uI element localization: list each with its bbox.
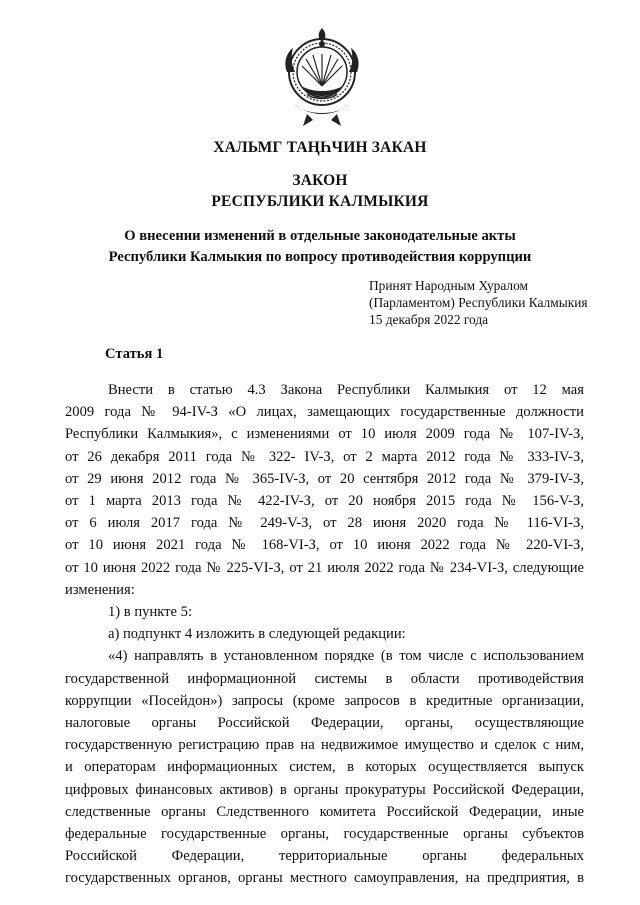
text-line: Российской Федерации, территориальные органы федеральных (65, 848, 584, 865)
kalmykia-coat-of-arms-icon (277, 24, 367, 130)
text-line: цифровых финансовых активов) в органы прокуратуры Российской Федерации, (65, 781, 584, 798)
text-line: Внести в статью 4.3 Закона Республики Калмыкия от 12 мая (108, 382, 584, 398)
text-line: от 1 марта 2013 года № 422-IV-З, от 20 ноября 2015 года № 156-V-З, (65, 493, 584, 510)
text-line: 2009 года № 94-IV-З «О лицах, замещающих государственные должности (65, 404, 584, 421)
text-line: налоговые органы Российской Федерации, органы, осуществляющие (65, 715, 584, 732)
subject-line-2: Республики Калмыкия по вопросу противодействия коррупции (108, 249, 532, 265)
text-line: государственных органов, органы местного самоуправления, на предприятия, в (65, 870, 584, 887)
subject-line-1: О внесении изменений в отдельные законодательные акты (124, 228, 516, 244)
republic-name: РЕСПУБЛИКИ КАЛМЫКИЯ (211, 193, 429, 210)
article-title: Статья 1 (105, 346, 164, 362)
text-line: от 26 декабря 2011 года № 322- IV-З, от 2 марта 2012 года № 333-IV-З, (65, 448, 584, 465)
text-line: федеральные государственные органы, государственные органы субъектов (65, 826, 584, 843)
text-line: изменения: (65, 581, 135, 598)
text-line: государственной информационной системы в области противодействия (65, 670, 584, 687)
article-body (65, 379, 584, 890)
adoption-date: 15 декабря 2022 года (369, 312, 489, 327)
text-line: от 10 июня 2021 года № 168-VI-З, от 10 июня 2022 года № 220-VI-З, (65, 537, 584, 554)
text-line: а) подпункт 4 изложить в следующей редакции: (108, 626, 406, 643)
text-line: 1) в пункте 5: (108, 604, 193, 621)
text-line: и операторам информационных систем, в которых осуществляется выпуск (65, 759, 584, 776)
text-line: государственную регистрацию прав на недвижимое имущество и сделок с ним, (65, 737, 584, 754)
kalmyk-title: ХАЛЬМГ ТАҢҺЧИН ЗАКАН (213, 139, 427, 156)
text-line: «4) направлять в установленном порядке (в том числе с использованием (108, 648, 584, 665)
law-subject (60, 226, 580, 268)
adoption-line-2: (Парламентом) Республики Калмыкия (369, 295, 588, 310)
text-line: Республики Калмыкия», с изменениями от 10 июля 2009 года № 107-IV-З, (65, 426, 584, 443)
text-line: от 29 июня 2012 года № 365-IV-З, от 20 сентября 2012 года № 379-IV-З, (65, 470, 584, 487)
text-line: от 10 июня 2022 года № 225-VI-З, от 21 июля 2022 года № 234-VI-З, следующие (65, 559, 584, 576)
document-type: ЗАКОН (292, 172, 348, 189)
adoption-line-1: Принят Народным Хуралом (369, 278, 529, 293)
text-line: следственные органы Следственного комитета Российской Федерации, иные (65, 803, 584, 820)
text-line: коррупции «Посейдон») запросы (кроме запросов в кредитные организации, (65, 692, 584, 709)
adoption-note (369, 277, 619, 328)
text-line: от 6 июля 2017 года № 249-V-З, от 28 июня 2020 года № 116-VI-З, (65, 515, 584, 532)
